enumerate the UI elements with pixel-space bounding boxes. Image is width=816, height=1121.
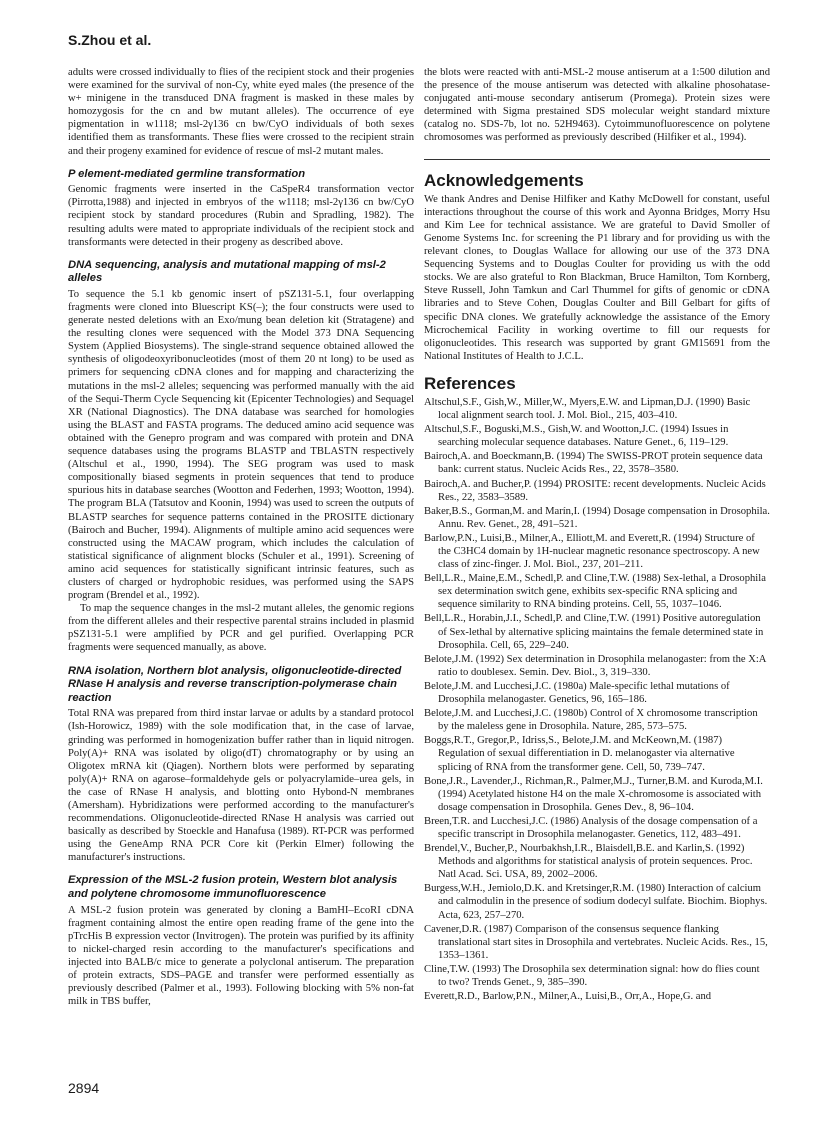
reference-item: Boggs,R.T., Gregor,P., Idriss,S., Belote,J.M. and McKeown,M. (1987) Regulation of sexual differentiation in D. melanogaster via alternative splicing of RNA from the transformer gene. Cell, 50, 739–747. [424,735,735,773]
sequencing-paragraph-2: To map the sequence changes in the msl-2 mutant alleles, the genomic regions from the different alleles and their respective parental strains included in plasmid pSZ131-5.1 were amplified by PCR and gel purified. Overlapping PCR fragments were sequenced manually, as above. [68,603,414,654]
left-column [68,66,414,1008]
reference-item: Breen,T.R. and Lucchesi,J.C. (1986) Analysis of the dosage compensation of a specific transcript in Drosophila melanogaster. Genetics, 112, 483–491. [424,815,758,840]
reference-item: Bell,L.R., Horabin,J.I., Schedl,P. and Cline,T.W. (1991) Positive autoregulation of Sex-lethal by alternative splicing maintains the female determined state in Drosophila. Cell, 65, 229–240. [424,613,764,651]
reference-item: Belote,J.M. and Lucchesi,J.C. (1980b) Control of X chromosome transcription by the maleless gene in Drosophila. Nature, 285, 573–575. [424,708,758,733]
intro-paragraph: adults were crossed individually to flies of the recipient stock and their progenies were examined for the survival of non-Cy, white eyed males (the presence of the w+ minigene in the transduced DNA fragment is masked in these males by homozygosis for the cn and bw mutant alleles). The occurrence of eye pigmentation in w1118; msl-2γ136 cn bw/CyO individuals of both sexes identified them as transformants. These flies were crossed to the recipient strain and their progeny examined for evidence of rescue of msl-2 mutant males. [68,67,414,157]
reference-item: Baker,B.S., Gorman,M. and Marín,I. (1994) Dosage compensation in Drosophila. Annu. Rev. Genet., 28, 491–521. [424,505,770,530]
continued-paragraph: the blots were reacted with anti-MSL-2 mouse antiserum at a 1:500 dilution and the presence of the mouse antiserum was detected with alkaline phosohatase-conjugated anti-mouse secondary antiserum (Promega). Protein sizes were determined with Sigma prestained SDS molecular weight standard mixture (catalog no. SDS-7b, lot no. 52H9463). Cytoimmunofluorescence on polytene chromosomes was performed as previously described (Hilfiker et al., 1994). [424,67,770,144]
reference-item: Bairoch,A. and Bucher,P. (1994) PROSITE: recent developments. Nucleic Acids Res., 22, 3583–3589. [424,478,766,503]
reference-item: Belote,J.M. and Lucchesi,J.C. (1980a) Male-specific lethal mutations of Drosophila melanogaster. Genetics, 96, 165–186. [424,680,730,706]
section-heading-expression: Expression of the MSL-2 fusion protein, Western blot analysis and polytene chromosome immunofluorescence [68,874,398,901]
reference-item: Brendel,V., Bucher,P., Nourbakhsh,I.R., Blaisdell,B.E. and Karlin,S. (1992) Methods and algorithms for statistical analysis of protein sequences. Proc. Natl Acad. Sci. USA, 89, 2002–2006. [424,843,753,881]
reference-item: Belote,J.M. (1992) Sex determination in Drosophila melanogaster: from the X:A ratio to doublesex. Semin. Dev. Biol., 3, 319–330. [424,653,766,678]
section-heading-rna: RNA isolation, Northern blot analysis, oligonucleotide-directed RNase H analysis and reverse transcription-polymerase chain reaction [68,664,402,704]
running-head: S.Zhou et al. [68,32,152,48]
section-heading-sequencing: DNA sequencing, analysis and mutational mapping of msl-2 alleles [68,258,386,285]
reference-item: Everett,R.D., Barlow,P.N., Milner,A., Luisi,B., Orr,A., Hope,G. and [424,991,712,1003]
divider [424,159,770,160]
reference-item: Barlow,P.N., Luisi,B., Milner,A., Elliott,M. and Everett,R. (1994) Structure of the C3HC4 domain by 1H-nuclear magnetic resonance spectroscopy. A new class of zinc-finger. J. Mol. Biol., 237, 201–211. [424,532,760,571]
reference-item: Altschul,S.F., Gish,W., Miller,W., Myers,E.W. and Lipman,D.J. (1990) Basic local alignment search tool. J. Mol. Biol., 215, 403–410. [424,396,751,422]
sequencing-paragraph-1: To sequence the 5.1 kb genomic insert of pSZ131-5.1, four overlapping fragments were cloned into Bluescript KS(–); the four constructs were used to generate nested deletions with an Exo/mung bean deletion kit (Stratagene) and the resulting clones were sequenced with the Model 373 DNA Sequencing System (Applied Biosystems). The single-strand sequence obtained allowed the synthesis of oligodeoxyribonucleotides (most of them 20 nt long) to be used as primers for sequencing cDNA clones and for mapping and characterizing the mutations in the msl-2 alleles; sequencing was performed manually with the aid of the Sequi-Therm Cycle Sequencing kit (Epicenter Technologies) and Sequagel XR (National Diagnostics). The DNA database was searched for homologies using the BLAST and FASTA programs. The deduced amino acid sequence was obtained with the Genepro program and was compared with protein and DNA sequence databases using the programs BLASTP and TBLASTN respectively (Altschul et al., 1990, 1994). The SEG program was used to mask compositionally biased segments in protein sequences that tend to produce spurious hits in database searches (Wootton and Federhen, 1993; Wootton, 1994). The program BLA (Tatsutov and Koonin, 1994) was used to screen the outputs of BLASTP searches for sequence patterns contained in the PROSITE dictionary (Bairoch and Bucher, 1994). Alignments of multiple amino acid sequences were constructed using the MACAW program, which includes the calculation of statistical significance of alignment blocks (Schuler et al., 1991). Screening of amino acid sequences for statistically significant intrinsic features, such as clusters of charged or hydrophobic residues, was performed using the SAPS program (Brendel et al., 1992). [68,288,414,602]
reference-item: Altschul,S.F., Boguski,M.S., Gish,W. and Wootton,J.C. (1994) Issues in searching molecular sequence databases. Nature Genet., 6, 119–129. [424,424,729,449]
reference-list [424,396,770,1003]
rna-paragraph: Total RNA was prepared from third instar larvae or adults by a standard protocol (Ish-Horowicz, 1989) with the sole modification that, in the case of larvae, grinding was performed in homogenization buffer rather than in liquid nitrogen. Poly(A)+ RNA was isolated by oligo(dT) chromatography or by using an Oligotex mRNA kit (Qiagen). Northern blots were performed by separating poly(A)+ RNA on agarose–formaldehyde gels or polyacrylamide–urea gels, in the case of RNase H analysis, and blotting onto Hybond-N membranes (Amersham). Hybridizations were performed according to the manufacturer's recommendations. Oligonucleotide-directed RNase H analysis was carried out basically as described by Stoeckle and Hanafusa (1989). RT-PCR was performed using the GeneAmp RNA PCR Core kit (Perkin Elmer) following the manufacturer's instructions. [68,708,414,864]
reference-item: Cavener,D.R. (1987) Comparison of the consensus sequence flanking translational start sites in Drosophila and vertebrates. Nucleic Acids. Res., 15, 1353–1361. [424,923,768,961]
reference-item: Burgess,W.H., Jemiolo,D.K. and Kretsinger,R.M. (1980) Interaction of calcium and calmodulin in the presence of sodium dodecyl sulfate. Biochim. Biophys. Acta, 623, 257–270. [424,883,768,921]
transformation-paragraph: Genomic fragments were inserted in the CaSpeR4 transformation vector (Pirrotta,1988) and injected in embryos of the w1118; msl-2γ136 cn bw/CyO recipient stock by standard procedures (Rubin and Spradling, 1982). The resulting adults were mated to appropriate individuals of the recipient stock and transformants were detected in their progeny as described above. [68,184,414,248]
page-number: 2894 [68,1080,100,1096]
references-heading: References [424,373,516,393]
section-heading-transformation: P element-mediated germline transformation [68,167,306,180]
reference-item: Cline,T.W. (1993) The Drosophila sex determination signal: how do flies count to two? Trends Genet., 9, 385–390. [424,963,760,988]
right-column [424,66,770,1004]
reference-item: Bell,L.R., Maine,E.M., Schedl,P. and Cline,T.W. (1988) Sex-lethal, a Drosophila sex determination switch gene, exhibits sex-specific RNA splicing and sequence similarity to RNA binding proteins. Cell, 55, 1037–1046. [424,573,766,611]
reference-item: Bairoch,A. and Boeckmann,B. (1994) The SWISS-PROT protein sequence data bank: current status. Nucleic Acids Res., 22, 3578–3580. [424,451,763,476]
expression-paragraph: A MSL-2 fusion protein was generated by cloning a BamHI–EcoRI cDNA fragment containing almost the entire open reading frame of the gene into the pTrcHis B expression vector (Invitrogen). The protein was purified by its affinity to nickel-charged resin according to the manufacturer's specifications and injected into BALB/c mice to generate a polyclonal antiserum. The preparation of protein extracts, SDS–PAGE and transfer were performed essentially as previously described (Palmer et al., 1993). Following blocking with 5% non-fat milk in TBS buffer, [68,904,414,1008]
reference-item: Bone,J.R., Lavender,J., Richman,R., Palmer,M.J., Turner,B.M. and Kuroda,M.I. (1994) Acetylated histone H4 on the male X-chromosome is associated with dosage compensation in Drosophila. Genes Dev., 8, 96–104. [424,775,763,813]
acknowledgements-paragraph: We thank Andres and Denise Hilfiker and Kathy McDowell for constant, useful interactions throughout the course of this work and Ayonna Bridges, Morry Hsu and Kim Lee for technical assistance. We are grateful to David Smoller of Genome Systems Inc. for screening the P1 library and for providing us with the relevant clones, to Douglas Wallace for allowing our use of the 373 DNA Sequencing Systems and to Douglas Coulter for providing us with the odd stocks. We are also grateful to Ron Blackman, Bruce Hamilton, Tom Kornberg, Steve Russell, John Tamkun and Carl Thummel for gifts of genomic or cDNA libraries and to Steve Cohen, Douglas Coulter and Bill Gelbart for gifts of specific DNA clones. We gratefully acknowledge the assistance of the Emory Microchemical Facility in working overtime to fill our requests for oligonucleotides. This research was supported by grant GM15691 from the National Institutes of Health to J.C.L. [424,193,770,362]
acknowledgements-heading: Acknowledgements [424,170,584,190]
